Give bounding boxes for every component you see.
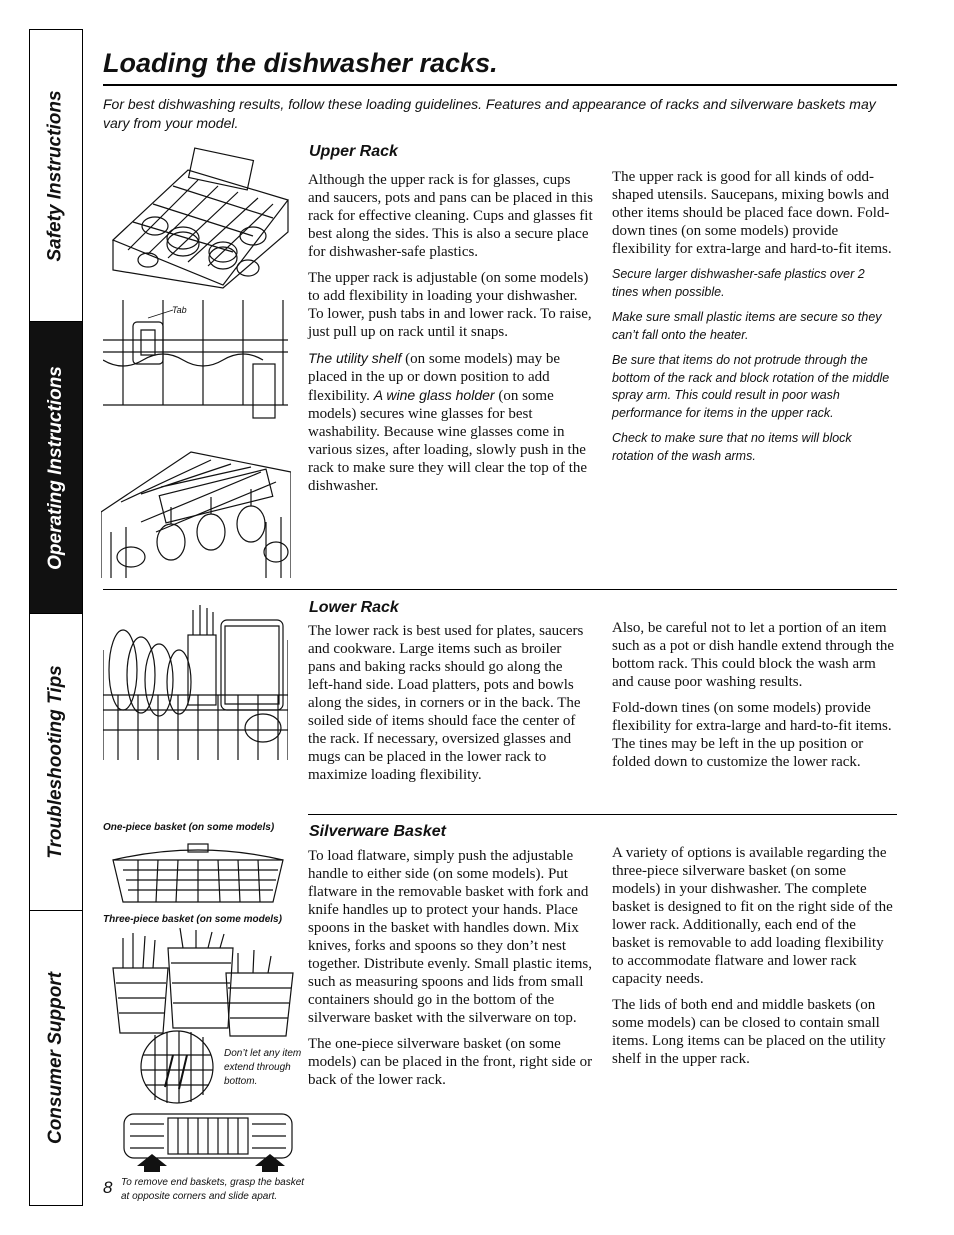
rack-tab-illustration	[103, 300, 293, 420]
section-tabs	[29, 29, 83, 1206]
bottom-extend-detail-illustration	[135, 1025, 220, 1105]
section-rule	[103, 589, 897, 590]
silverware-left-column	[308, 847, 594, 1097]
one-piece-basket-caption: One-piece basket (on some models)	[103, 822, 275, 833]
upper-rack-illustration	[103, 140, 293, 290]
utility-shelf-term: The utility shelf	[308, 350, 402, 366]
up-arrow-icon	[255, 1154, 285, 1172]
wine-glass-holder-text: (on some models) secures wine glasses for best washability. Because wine glasses come in various sizes, after loading, slowly push in the rack to make sure they will clear the top of the dishwasher.	[308, 388, 588, 494]
upper-rack-note: Be sure that items do not protrude through the bottom of the rack and block rotation of the middle spray arm. This could result in poor wash performance for items in the upper rack.	[612, 353, 890, 420]
tab-troubleshooting-tips[interactable]: Troubleshooting Tips	[45, 665, 66, 859]
upper-rack-paragraph: The upper rack is good for all kinds of odd-shaped utensils. Saucepans, mixing bowls and other items should be placed face down. Fold-down tines (on some models) provide flexibility for extra-large and hard-to-fit items.	[612, 169, 892, 257]
tab-consumer-support[interactable]: Consumer Support	[45, 971, 66, 1145]
lower-rack-heading: Lower Rack	[309, 599, 399, 616]
silverware-paragraph: The lids of both end and middle baskets (on some models) can be closed to contain small items. Long items can be placed on the utility shelf in the upper rack.	[612, 997, 886, 1067]
tab-callout-label: Tab	[172, 305, 187, 315]
tab-safety-instructions[interactable]: Safety Instructions	[45, 89, 67, 262]
upper-rack-left-column	[308, 171, 593, 503]
upper-rack-note: Secure larger dishwasher-safe plastics over 2 tines when possible.	[612, 267, 865, 299]
silverware-right-column	[612, 844, 896, 1076]
tab-operating-instructions[interactable]: Operating Instructions	[30, 322, 82, 613]
lower-rack-left-column	[308, 622, 590, 792]
lower-rack-illustration	[103, 600, 288, 760]
one-piece-basket-illustration	[108, 840, 288, 906]
lower-rack-paragraph: Fold-down tines (on some models) provide flexibility for extra-large and hard-to-fit items. The tines may be left in the up position or folded down to customize the lower rack.	[612, 700, 892, 770]
lower-rack-right-column	[612, 619, 896, 779]
basket-separation-illustration	[122, 1110, 294, 1174]
section-rule	[308, 814, 897, 815]
upper-rack-note: Check to make sure that no items will block rotation of the wash arms.	[612, 431, 852, 463]
upper-rack-paragraph: Although the upper rack is for glasses, cups and saucers, pots and pans can be placed in this rack for effective cleaning. Cups and glasses fit best along the sides. This is also a secure place for dishwasher-safe plastics.	[308, 172, 593, 260]
upper-rack-right-column	[612, 168, 894, 473]
upper-rack-paragraph: The upper rack is adjustable (on some models) to add flexibility in loading your dishwasher. To lower, push tabs in and lower rack. To raise, just pull up on rack until it snaps.	[308, 270, 592, 340]
title-rule	[103, 84, 897, 86]
lower-rack-paragraph: Also, be careful not to let a portion of an item such as a pot or dish handle extend through the bottom rack. This could block the wash arm and cause poor washing results.	[612, 620, 895, 690]
silverware-paragraph: The one-piece silverware basket (on some models) can be placed in the front, right side or back of the lower rack.	[308, 1036, 593, 1088]
upper-rack-heading: Upper Rack	[309, 143, 398, 160]
page-title: Loading the dishwasher racks.	[103, 48, 498, 78]
three-piece-basket-illustration	[108, 928, 298, 1040]
wine-glass-holder-term: A wine glass holder	[373, 387, 495, 403]
lower-rack-paragraph: The lower rack is best used for plates, saucers and cookware. Large items such as broiler pans and baking racks should go along the left-hand side. Load platters, pots and bowls along the sides, in corners or in the back. The soiled side of items should face the center of the rack. If necessary, oversized glasses and mugs can be placed in the lower rack to maximize loading flexibility.	[308, 623, 584, 783]
silverware-heading: Silverware Basket	[309, 823, 446, 840]
remove-baskets-caption: To remove end baskets, grasp the basket at opposite corners and slide apart.	[121, 1177, 305, 1202]
upper-rack-note: Make sure small plastic items are secure so they can’t fall onto the heater.	[612, 310, 882, 342]
intro-text: For best dishwashing results, follow these loading guidelines. Features and appearance of racks and silverware baskets may vary from your model.	[103, 96, 876, 131]
silverware-paragraph: To load flatware, simply push the adjustable handle to either side (on some models). Put flatware in the removable basket with fork and knife handles up to protect your hands. Place spoons in the basket with handles down. Mix knives, forks and spoons so they don’t nest together. Distribute evenly. Small plastic items, such as measuring spoons and lids from small containers should go in the bottom of the silverware basket with the silverware on top.	[308, 848, 592, 1026]
utility-shelf-text: (on some models) may be placed in the up or down position to add flexibility.	[308, 351, 561, 404]
page-number: 8	[103, 1178, 113, 1197]
utility-shelf-paragraph	[308, 349, 593, 495]
bottom-extend-caption: Don’t let any item extend through bottom.	[224, 1048, 302, 1087]
up-arrow-icon	[137, 1154, 167, 1172]
wine-glass-holder-illustration	[101, 432, 291, 578]
silverware-paragraph: A variety of options is available regarding the three-piece silverware basket (on some models) in your dishwasher. The complete basket is designed to fit on the right side of the lower rack. Additionally, each end of the basket is removable to add loading flexibility to accommodate flatware and lower rack capacity needs.	[612, 845, 893, 987]
three-piece-basket-caption: Three-piece basket (on some models)	[103, 914, 282, 925]
